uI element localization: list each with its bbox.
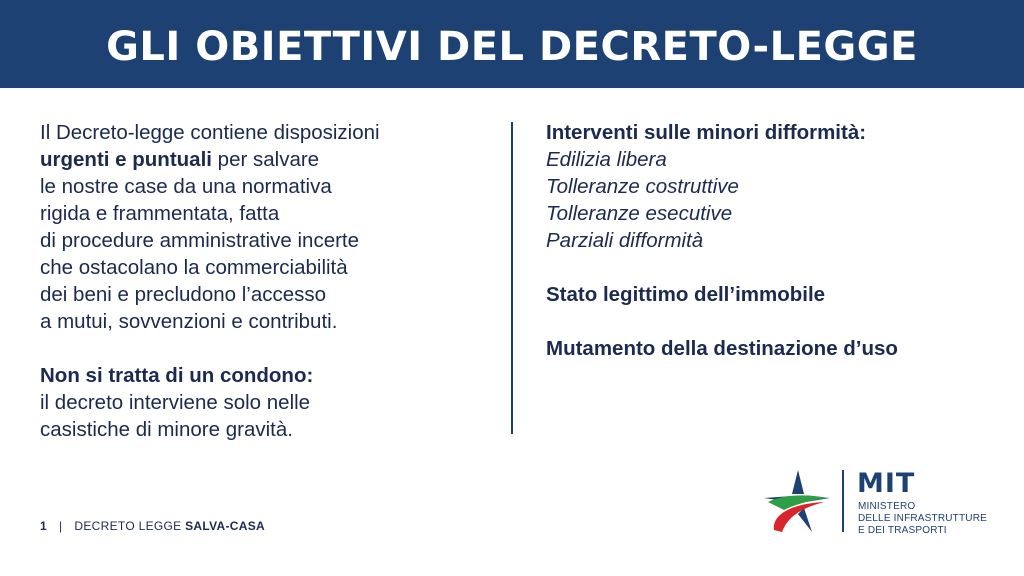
logo-line-1: MINISTERO xyxy=(858,501,916,512)
intro-bold-text: urgenti e puntuali xyxy=(40,148,212,171)
mutamento-heading: Mutamento della destinazione d’uso xyxy=(546,337,898,360)
intro-text-start: Il Decreto-legge contiene disposizioni xyxy=(40,121,380,144)
left-column xyxy=(40,119,480,443)
intro-paragraph xyxy=(40,119,480,335)
condono-paragraph xyxy=(40,362,480,443)
logo-line-2: DELLE INFRASTRUTTURE xyxy=(858,513,988,524)
star-icon xyxy=(762,468,832,536)
intro-text-rest: per salvare le nostre case da una normativa rigida e frammentata, fatta di procedure amministrative incerte che ostacolano la commerciabilità dei beni e precludono l’accesso a mutui, sovvenzioni e contributi. xyxy=(40,148,360,333)
stato-heading: Stato legittimo dell’immobile xyxy=(546,283,826,306)
logo-line-3: E DEI TRASPORTI xyxy=(858,525,947,536)
column-divider xyxy=(511,122,513,434)
interventi-heading: Interventi sulle minori difformità: xyxy=(546,121,867,144)
footer-label-bold: SALVA-CASA xyxy=(185,519,265,533)
logo-divider xyxy=(842,470,844,532)
footer xyxy=(40,519,265,533)
condono-text: il decreto interviene solo nelle casistiche di minore gravità. xyxy=(40,391,311,441)
page-number: 1 xyxy=(40,519,47,533)
logo-abbreviation: MIT xyxy=(857,468,916,499)
condono-heading: Non si tratta di un condono: xyxy=(40,364,314,387)
footer-separator: | xyxy=(58,519,63,533)
title-banner xyxy=(0,0,1024,88)
right-column xyxy=(546,119,1016,362)
list-item: Tolleranze esecutive xyxy=(546,202,733,225)
footer-label: DECRETO LEGGE xyxy=(74,519,182,533)
list-item: Parziali difformità xyxy=(546,229,704,252)
mit-logo xyxy=(762,468,988,536)
page-title: GLI OBIETTIVI DEL DECRETO-LEGGE xyxy=(106,24,918,70)
list-item: Tolleranze costruttive xyxy=(546,175,739,198)
list-item: Edilizia libera xyxy=(546,148,667,171)
